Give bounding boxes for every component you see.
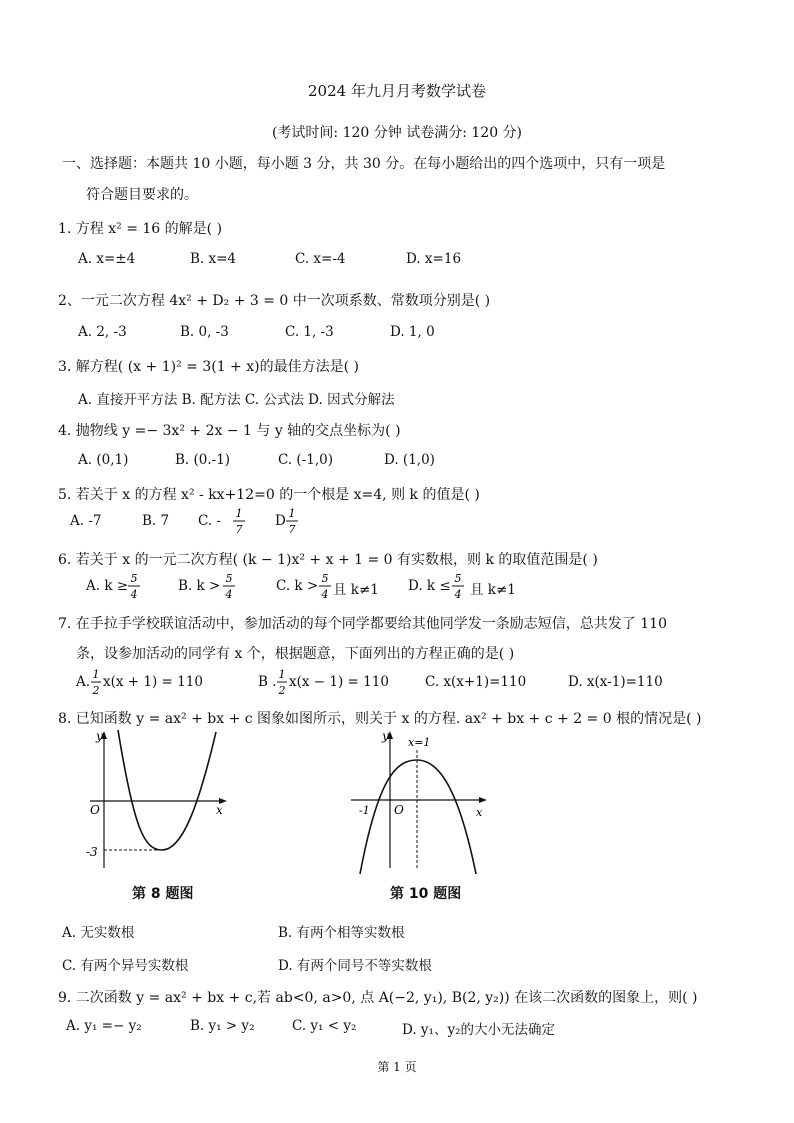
- q5-fraction-d: [285, 506, 299, 536]
- q8-option-c: C. 有两个异号实数根: [62, 958, 189, 974]
- q7-option-b: B .: [258, 674, 277, 690]
- fraction-num: 5: [321, 572, 329, 585]
- parabola-curve: [360, 760, 476, 874]
- fraction-den: 2: [92, 684, 100, 697]
- q9-option-b: B. y₁ > y₂: [190, 1018, 255, 1034]
- figure-8-caption: 第 8 题图: [132, 886, 194, 902]
- q6-option-b: B. k >: [178, 578, 221, 594]
- fraction-num: 1: [235, 507, 243, 520]
- q6-fraction-d: [451, 571, 465, 601]
- x-axis-label: x: [216, 803, 223, 817]
- figure-10-caption: 第 10 题图: [390, 886, 462, 902]
- q2-option-a: A. 2, -3: [78, 324, 127, 340]
- q6-fraction-a: [127, 571, 141, 601]
- question-7-stem: 7. 在手拉手学校联谊活动中，参加活动的每个同学都要给其他同学发一条励志短信，总共发了 110: [58, 616, 667, 632]
- question-4-stem: 4. 抛物线 y =− 3x² + 2x − 1 与 y 轴的交点坐标为( ): [58, 423, 401, 439]
- q8-option-b: B. 有两个相等实数根: [278, 925, 405, 941]
- question-9-stem: 9. 二次函数 y = ax² + bx + c,若 ab<0, a>0, 点 A(−2, y₁), B(2, y₂)) 在该二次函数的图象上，则( ): [58, 990, 698, 1006]
- q2-option-d: D. 1, 0: [390, 324, 435, 340]
- question-6-stem: 6. 若关于 x 的一元二次方程( (k − 1)x² + x + 1 = 0 有实数根，则 k 的取值范围是( ): [58, 552, 598, 568]
- q9-option-a: A. y₁ =− y₂: [66, 1018, 142, 1034]
- fraction-den: 2: [278, 684, 286, 697]
- page-title: 2024 年九月月考数学试卷: [308, 82, 486, 100]
- fraction-den: 7: [235, 523, 243, 536]
- fraction-num: 5: [225, 572, 233, 585]
- q5-option-d: D: [275, 513, 286, 529]
- fraction-num: 1: [278, 668, 286, 681]
- q7-option-a: A.: [76, 674, 91, 690]
- fraction-den: 4: [225, 588, 233, 601]
- q5-option-c: C. -: [198, 513, 221, 529]
- q6-option-a: A. k ≥: [86, 578, 129, 594]
- section-heading-cont: 符合题目要求的。: [86, 187, 198, 203]
- figure-10-graph: [346, 728, 491, 876]
- q3-options: A. 直接开平方法 B. 配方法 C. 公式法 D. 因式分解法: [78, 392, 395, 408]
- fraction-den: 4: [454, 588, 462, 601]
- y-axis-label: y: [382, 729, 389, 743]
- question-7-stem-cont: 条，设参加活动的同学有 x 个，根据题意，下面列出的方程正确的是( ): [76, 646, 515, 662]
- q7-option-d: D. x(x-1)=110: [568, 674, 663, 690]
- exam-info: (考试时间: 120 分钟 试卷满分: 120 分): [271, 125, 523, 141]
- q5-fraction-c: [232, 506, 246, 536]
- q6-fraction-b: [222, 571, 236, 601]
- fraction-den: 4: [130, 588, 138, 601]
- symmetry-axis-label: x=1: [408, 736, 431, 749]
- neg-one-label: -1: [359, 804, 370, 817]
- q6-fraction-c: [318, 571, 332, 601]
- question-5-stem: 5. 若关于 x 的方程 x² - kx+12=0 的一个根是 x=4, 则 k 的值是( ): [58, 487, 480, 503]
- fraction-den: 4: [321, 588, 329, 601]
- x-axis-label: x: [476, 806, 483, 819]
- y-axis-label: y: [96, 729, 103, 743]
- q8-option-d: D. 有两个同号不等实数根: [278, 958, 432, 974]
- q2-option-c: C. 1, -3: [285, 324, 334, 340]
- question-2-stem: 2、一元二次方程 4x² + D₂ + 3 = 0 中一次项系数、常数项分别是( ): [58, 293, 491, 309]
- q1-option-d: D. x=16: [406, 251, 462, 267]
- q7-option-c: C. x(x+1)=110: [425, 674, 527, 690]
- origin-label: O: [394, 803, 404, 817]
- q2-option-b: B. 0, -3: [180, 324, 229, 340]
- x-axis-arrow: [479, 797, 487, 803]
- q9-option-d: D. y₁、y₂的大小无法确定: [402, 1022, 556, 1038]
- origin-label: O: [90, 803, 100, 817]
- q4-option-c: C. (-1,0): [278, 452, 333, 468]
- q4-option-b: B. (0.-1): [175, 452, 231, 468]
- q1-option-b: B. x=4: [190, 251, 237, 267]
- q6-option-d: D. k ≤: [408, 578, 451, 594]
- fraction-num: 1: [288, 507, 296, 520]
- q9-option-c: C. y₁ < y₂: [292, 1018, 357, 1034]
- fraction-num: 1: [92, 668, 100, 681]
- question-3-stem: 3. 解方程( (x + 1)² = 3(1 + x)的最佳方法是( ): [58, 359, 359, 375]
- fraction-den: 7: [288, 523, 296, 536]
- q6-option-c-cond: 且 k≠1: [333, 582, 379, 598]
- q6-option-c: C. k >: [276, 578, 319, 594]
- q8-option-a: A. 无实数根: [62, 925, 135, 941]
- section-heading: 一、选择题：本题共 10 小题，每小题 3 分，共 30 分。在每小题给出的四个选项中，只有一项是: [62, 156, 666, 172]
- fraction-num: 5: [454, 572, 462, 585]
- question-8-stem: 8. 已知函数 y = ax² + bx + c 图象如图所示，则关于 x 的方程. ax² + bx + c + 2 = 0 根的情况是( ): [58, 711, 702, 727]
- q1-option-c: C. x=-4: [295, 251, 346, 267]
- q5-option-b: B. 7: [142, 513, 170, 529]
- q1-option-a: A. x=±4: [78, 251, 136, 267]
- parabola-curve: [118, 730, 216, 850]
- q7-fraction-b: [276, 667, 288, 697]
- q7-option-b-eq: x(x − 1) = 110: [289, 674, 389, 690]
- q6-option-d-cond: 且 k≠1: [470, 582, 516, 598]
- q7-fraction-a: [90, 667, 102, 697]
- page-number: 第 1 页: [377, 1060, 417, 1074]
- q4-option-d: D. (1,0): [384, 452, 435, 468]
- q7-option-a-eq: x(x + 1) = 110: [103, 674, 203, 690]
- q5-option-a: A. -7: [70, 513, 102, 529]
- min-value-label: -3: [86, 845, 98, 859]
- q4-option-a: A. (0,1): [78, 452, 129, 468]
- question-1-stem: 1. 方程 x² = 16 的解是( ): [58, 221, 223, 237]
- fraction-num: 5: [130, 572, 138, 585]
- figure-8-graph: [82, 728, 234, 876]
